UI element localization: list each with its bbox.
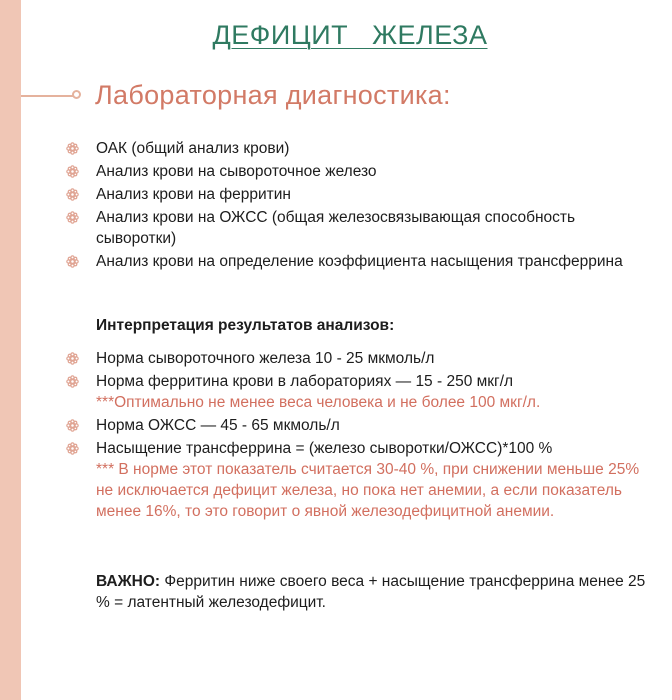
flower-icon: [66, 255, 79, 268]
heading-connector-dot: [72, 90, 81, 99]
flower-icon: [66, 442, 79, 455]
interpretation-heading: Интерпретация результатов анализов:: [96, 317, 395, 334]
flower-icon: [66, 211, 79, 224]
diagnostic-text: Анализ крови на определение коэффициента насыщения трансферрина: [96, 253, 623, 270]
flower-icon: [66, 142, 79, 155]
flower-icon: [66, 188, 79, 201]
interpretation-text: Норма ОЖСС — 45 - 65 мкмоль/л: [96, 417, 340, 434]
interpretation-text: Норма сывороточного железа 10 - 25 мкмоль/л: [96, 350, 435, 367]
page-title: ДЕФИЦИТ ЖЕЛЕЗА: [212, 20, 488, 50]
list-item: [66, 251, 646, 272]
important-label: ВАЖНО:: [96, 573, 161, 590]
transferrin-note: *** В норме этот показатель считается 30-40 %, при снижении меньше 25% не исключается дефицит железа, но пока нет анемии, а если показатель менее 16%, то это говорит о явной железодефицитной анемии.: [96, 461, 640, 520]
diagnostics-list: [66, 138, 646, 274]
important-note: [96, 571, 656, 613]
flower-icon: [66, 352, 79, 365]
list-item: [66, 138, 646, 159]
flower-icon: [66, 375, 79, 388]
heading-connector-line: [21, 95, 73, 97]
list-item: [66, 415, 646, 436]
diagnostic-text: ОАК (общий анализ крови): [96, 140, 290, 157]
flower-icon: [66, 165, 79, 178]
list-item: [66, 438, 646, 522]
important-text: Ферритин ниже своего веса + насыщение трансферрина менее 25 % = латентный железодефицит.: [96, 573, 646, 611]
interpretation-text: Насыщение трансферрина = (железо сыворотки/ОЖСС)*100 %: [96, 440, 553, 457]
list-item: [66, 207, 646, 249]
ferritin-note: ***Оптимально не менее веса человека и не более 100 мкг/л.: [96, 394, 541, 411]
interpretation-text: Норма ферритина крови в лабораториях — 15 - 250 мкг/л: [96, 373, 514, 390]
list-item: [66, 348, 646, 369]
diagnostic-text: Анализ крови на ОЖСС (общая железосвязывающая способность сыворотки): [96, 209, 576, 247]
flower-icon: [66, 419, 79, 432]
left-decorative-band: [0, 0, 21, 700]
section-heading: Лабораторная диагностика:: [95, 80, 451, 110]
list-item: [66, 161, 646, 182]
diagnostic-text: Анализ крови на ферритин: [96, 186, 291, 203]
interpretation-list: [66, 348, 646, 524]
diagnostic-text: Анализ крови на сывороточное железо: [96, 163, 377, 180]
list-item: [66, 371, 646, 413]
list-item: [66, 184, 646, 205]
